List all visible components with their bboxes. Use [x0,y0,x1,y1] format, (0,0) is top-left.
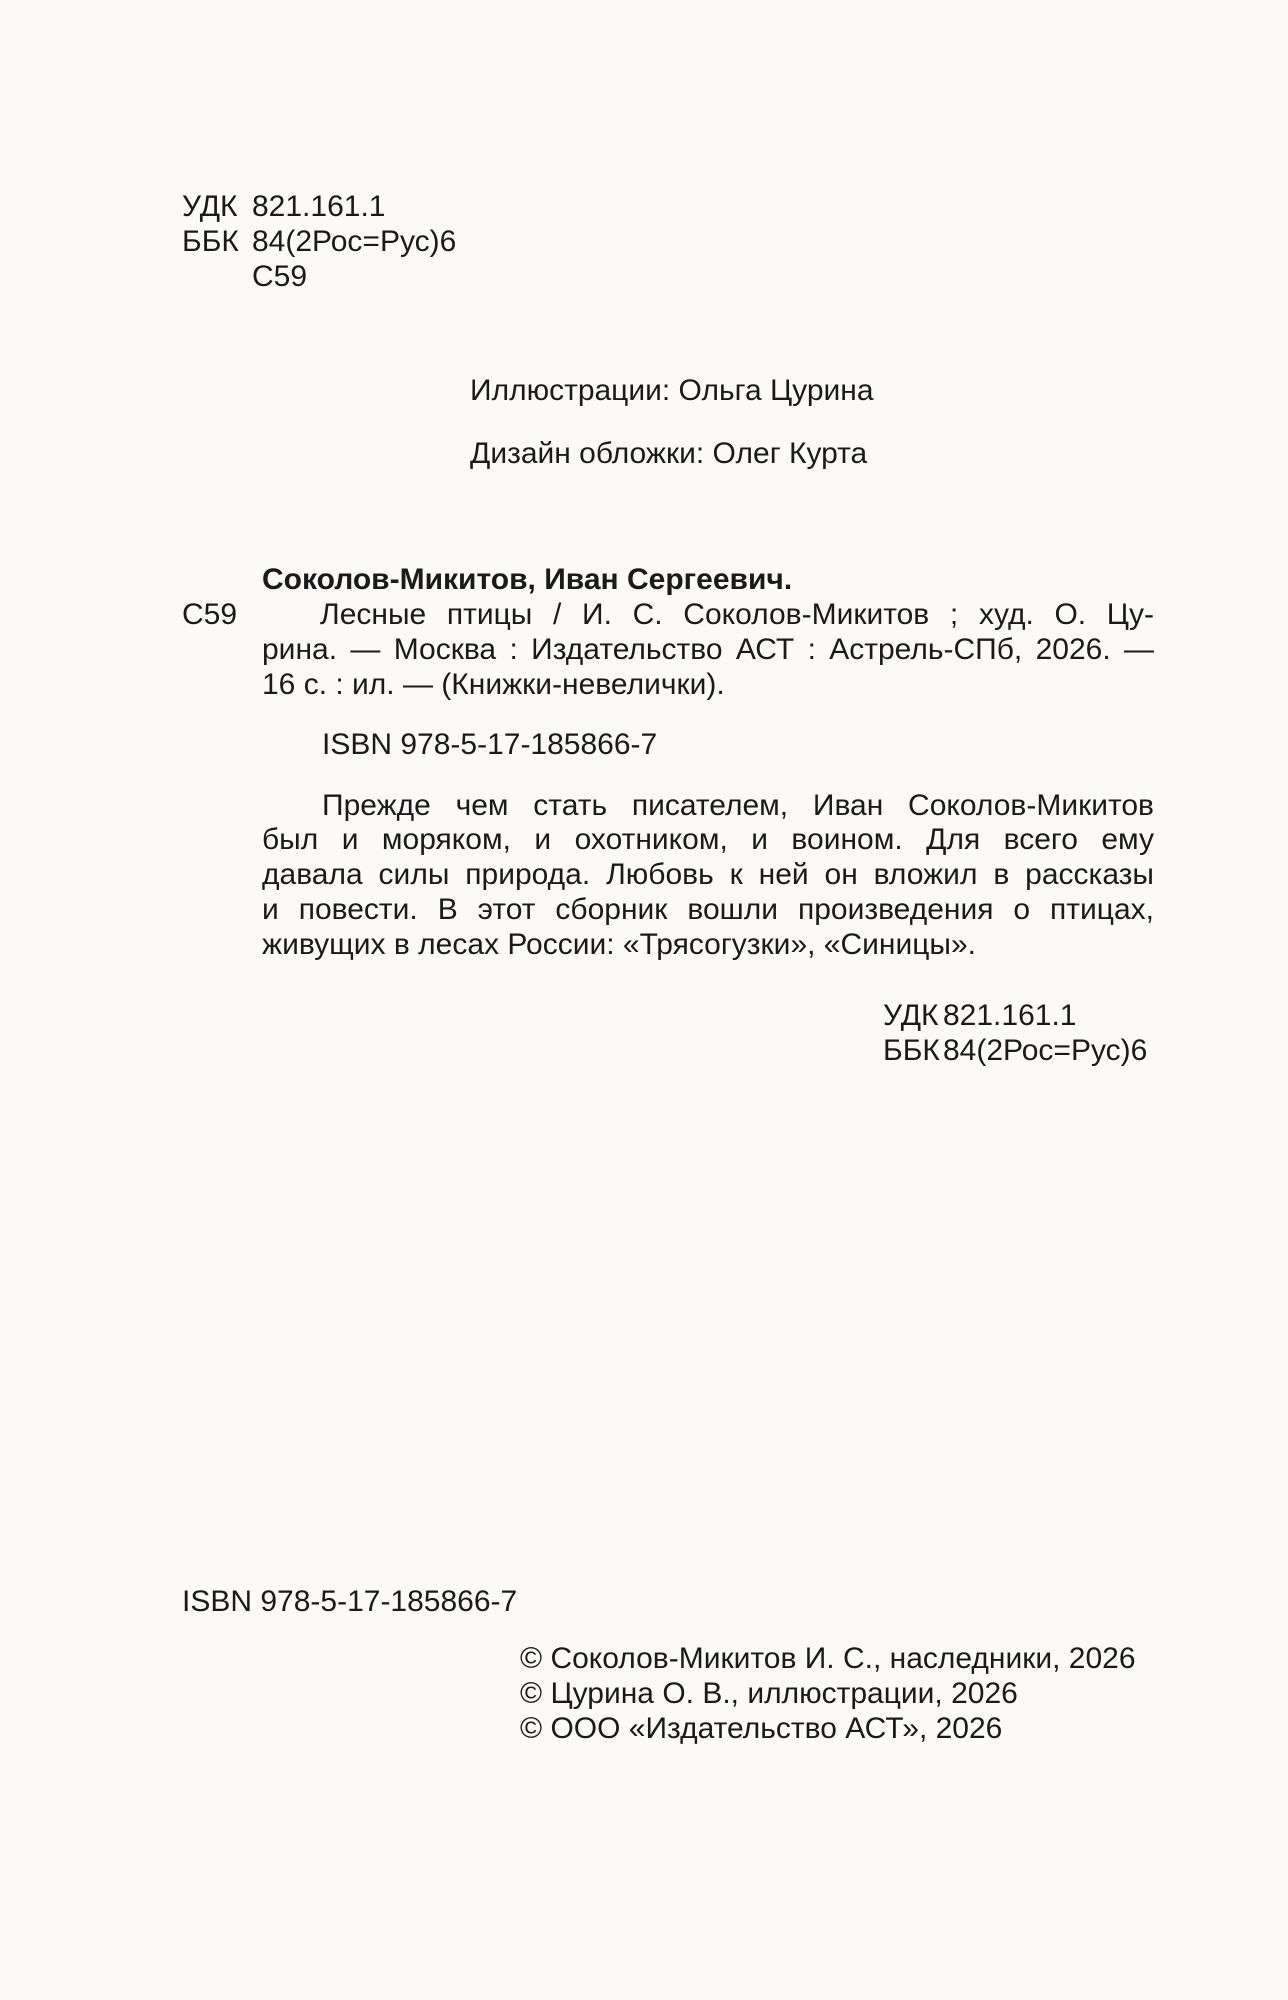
catalog-udk-value: 821.161.1 [943,999,1077,1032]
annotation-line-3: давала силы природа. Любовь к ней он вложил в рассказы [262,858,1154,891]
udk-label: УДК [182,190,238,223]
catalog-entry-line-1: Лесные птицы / И. С. Соколов-Микитов ; худ. О. Цу- [320,598,1154,631]
annotation-line-4: и повести. В этот сборник вошли произведения о птицах, [262,893,1154,926]
catalog-udk-label: УДК [883,999,939,1032]
bottom-isbn: ISBN 978-5-17-185866-7 [182,1585,518,1618]
udk-value: 821.161.1 [252,190,386,223]
catalog-bbk-label: ББК [883,1034,940,1067]
top-bbk-line [182,225,456,259]
catalog-bbk-value: 84(2Рос=Рус)6 [943,1034,1148,1067]
top-author-mark: С59 [252,260,308,293]
copyright-line-2: © Цурина О. В., иллюстрации, 2026 [520,1677,1018,1710]
top-udk-line [182,190,385,224]
copyright-line-1: © Соколов-Микитов И. С., наследники, 2026 [520,1642,1136,1675]
catalog-heading: Соколов-Микитов, Иван Сергеевич. [262,563,793,596]
catalog-bbk-line [883,1034,1147,1068]
annotation-line-5: живущих в лесах России: «Трясогузки», «Синицы». [262,928,976,961]
illustrations-credit: Иллюстрации: Ольга Цурина [470,374,874,407]
bbk-label: ББК [182,225,239,258]
catalog-udk-line [883,999,1076,1033]
annotation-line-2: был и моряком, и охотником, и воином. Для всего ему [262,823,1154,856]
copyright-line-3: © ООО «Издательство АСТ», 2026 [520,1712,1003,1745]
catalog-isbn: ISBN 978-5-17-185866-7 [322,728,658,761]
bbk-value: 84(2Рос=Рус)6 [252,225,457,258]
annotation-line-1: Прежде чем стать писателем, Иван Соколов-Микитов [322,789,1154,822]
catalog-author-mark: С59 [182,598,238,631]
catalog-entry-line-2: рина. — Москва : Издательство АСТ : Астрель-СПб, 2026. — [262,633,1154,666]
cover-design-credit: Дизайн обложки: Олег Курта [470,437,868,470]
catalog-entry-line-3: 16 с. : ил. — (Книжки-невелички). [262,668,725,701]
